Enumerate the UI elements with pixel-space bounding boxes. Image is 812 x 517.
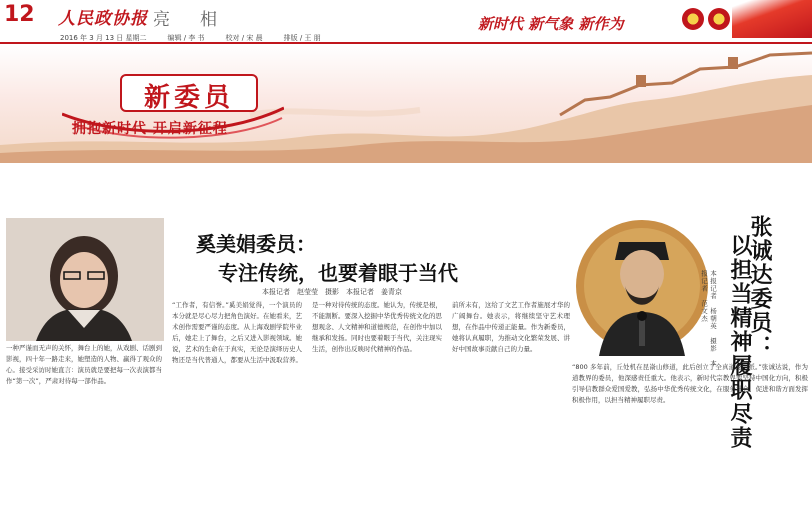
article2-headline-line2: 以担当精神履职尽责 xyxy=(727,234,753,450)
article1-headline-line1: 奚美娟委员： xyxy=(196,232,316,256)
article1-headline-line2: 专注传统，也要着眼于当代 xyxy=(218,261,458,285)
portrait-photo-zhang-chengda xyxy=(575,216,709,356)
portrait-photo-xi-meijuan xyxy=(6,218,164,341)
red-flag-decoration xyxy=(732,0,812,38)
page-number: 12 xyxy=(4,2,35,27)
banner-title: 新委员 xyxy=(143,83,234,113)
article1-column-3: 前所未有，这给了文艺工作者施展才华的广阔舞台。她表示，将继续坚守艺术理想，在作品中传递正能量。作为新委员，她将认真履职，为推动文化繁荣发展、讲好中国故事贡献自己的力量。 xyxy=(452,301,570,353)
cppcc-emblem-icon xyxy=(708,8,730,30)
newspaper-logo: 人民政协报 xyxy=(58,9,148,29)
header-rule xyxy=(0,42,812,44)
header-slogan: 新时代 新气象 新作为 xyxy=(478,15,624,33)
section-title: 亮相 xyxy=(153,10,247,30)
article2-headline-line1: 张诚达委员： xyxy=(747,215,773,359)
banner-subtitle: 拥抱新时代 开启新征程 xyxy=(72,121,228,137)
article1-lead: 一种严谨而无声的关怀，舞台上的她，从戏剧、话剧到影视，四十年一路走来，她塑造的人物、赢得了观众的心。接受采访时她直言：演员就是要把每一次表演都当作“第一次”，严肃对待每一部作品。 xyxy=(6,344,162,385)
national-emblem-icon xyxy=(682,8,704,30)
issue-meta: 2016 年 3 月 13 日 星期二 编辑 / 李 书 校对 / 宋 晨 排版 / 王 朋 xyxy=(60,34,321,42)
article2-body: “800 多年前，丘处机在昆嵛山修道，此后创立了全真道龙门派。”张诚达说，作为道教界的委员，他深感责任重大。他表示，新时代宗教界要坚持中国化方向，积极引导信教群众爱国爱教，弘扬中华优秀传统文化，在服务社会、促进和谐方面发挥积极作用，以担当精神履职尽责。 xyxy=(572,363,808,404)
article1-column-2: 是一种对待传统的态度。她认为，传统是根，不能割断。要深入挖掘中华优秀传统文化的思想观念、人文精神和道德规范，在创作中加以继承和发扬。同时也要着眼于当代，关注现实生活，创作出反映时代精神的作品。 xyxy=(312,301,442,353)
article1-column-1: “工作者，有信誉。”奚美娟觉得，一个演员的本分就是尽心尽力把角色演好。在她看来，艺术创作需要严谨的态度。从上海戏剧学院毕业后，她走上了舞台，之后又进入影视领域。她说，艺术的生命在于真实，无论是演绎历史人物还是当代普通人，都要从生活中汲取营养。 xyxy=(172,301,302,364)
article2-byline: 本报记者 杨朝英 摄影 本报记者 范文杰 xyxy=(700,270,717,368)
article1-byline: 本报记者 赵莹莹 摄影 本报记者 姜青京 xyxy=(262,288,402,296)
